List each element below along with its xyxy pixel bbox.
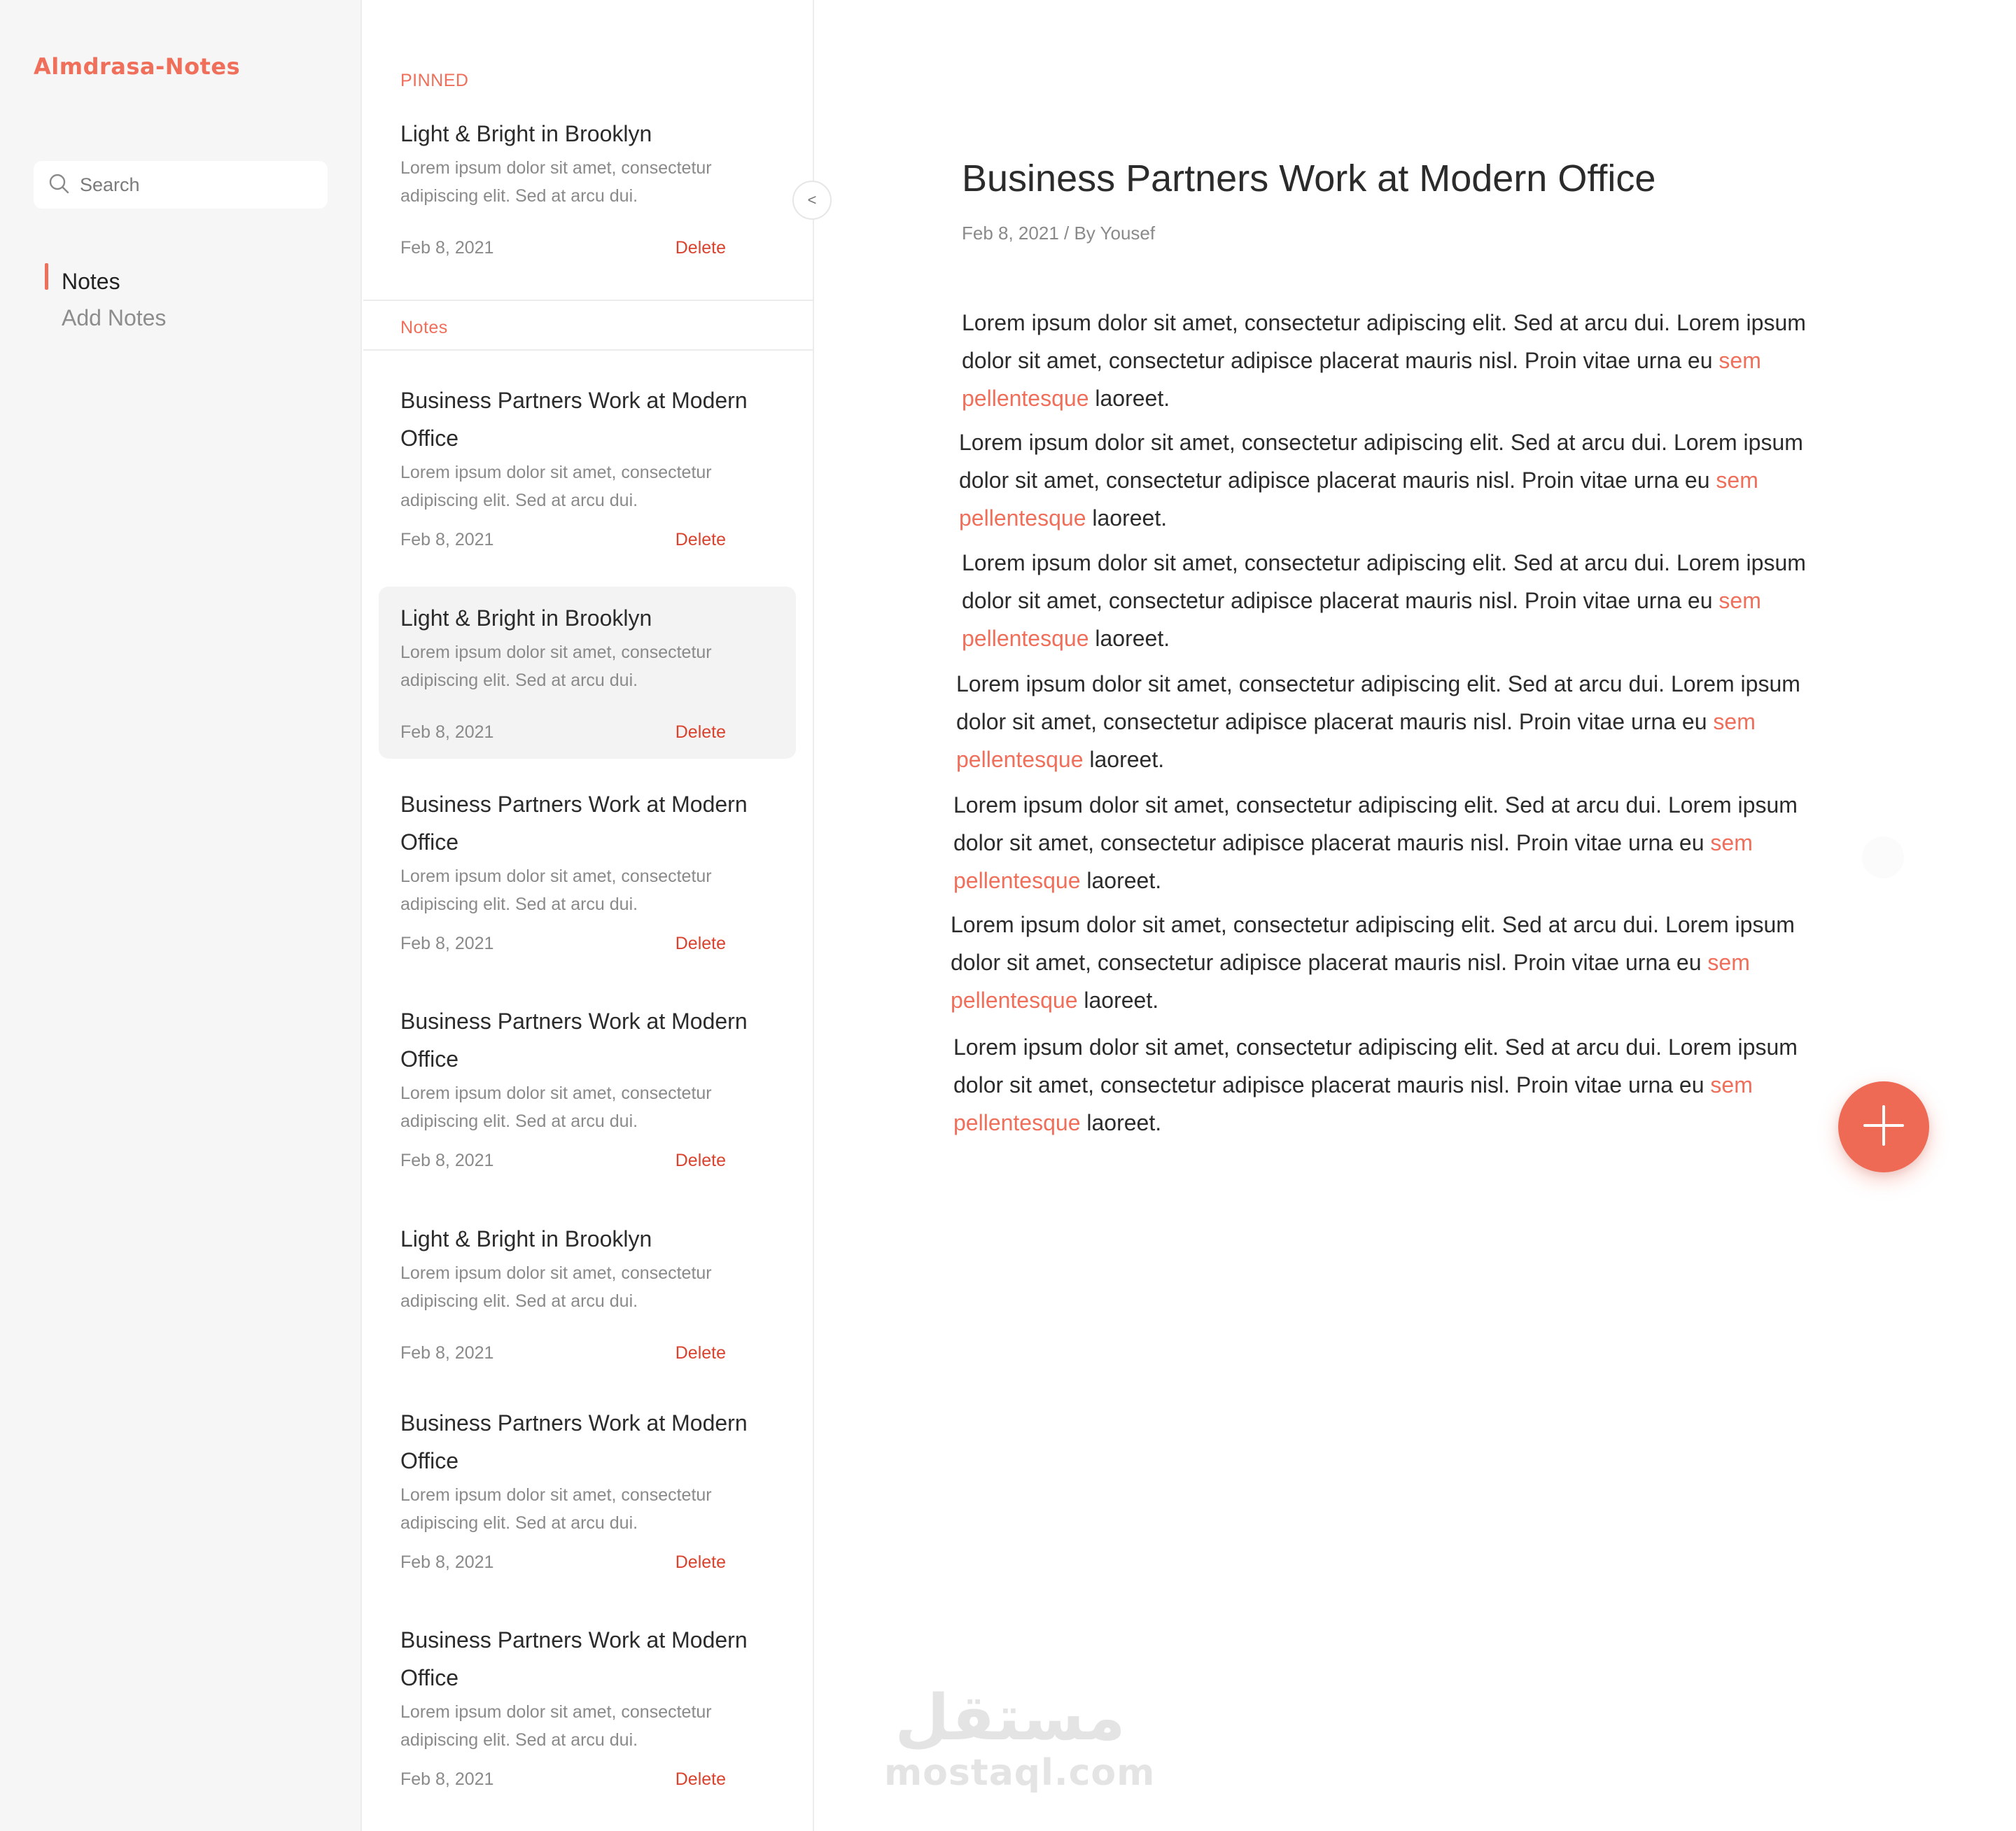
search-box[interactable] bbox=[34, 161, 328, 209]
highlight-link[interactable]: sem pellentesque bbox=[962, 588, 1761, 651]
article-title: Business Partners Work at Modern Office bbox=[962, 157, 1656, 199]
sidebar bbox=[0, 0, 362, 1831]
delete-button[interactable]: Delete bbox=[675, 1151, 726, 1170]
note-excerpt: Lorem ipsum dolor sit amet, consectetur adipiscing elit. Sed at arcu dui. bbox=[400, 1263, 712, 1311]
article-paragraph: Lorem ipsum dolor sit amet, consectetur adipiscing elit. Sed at arcu dui. Lorem ipsum dolor sit amet, consectetur adipisce placerat mauris nisl. Proin vitae urna eu sem pellentesque laoreet. bbox=[962, 310, 1806, 411]
watermark bbox=[884, 1681, 1156, 1794]
highlight-link[interactable]: sem pellentesque bbox=[956, 709, 1756, 772]
notes-list-panel bbox=[363, 0, 814, 1831]
note-excerpt: Lorem ipsum dolor sit amet, consectetur adipiscing elit. Sed at arcu dui. bbox=[400, 1702, 712, 1750]
note-excerpt: Lorem ipsum dolor sit amet, consectetur adipiscing elit. Sed at arcu dui. bbox=[400, 867, 712, 914]
divider bbox=[363, 349, 813, 351]
note-excerpt: Lorem ipsum dolor sit amet, consectetur adipiscing elit. Sed at arcu dui. bbox=[400, 1083, 712, 1131]
note-card[interactable] bbox=[379, 1002, 796, 1184]
delete-button[interactable]: Delete bbox=[675, 934, 726, 953]
note-date: Feb 8, 2021 bbox=[400, 1769, 494, 1789]
article-paragraph: Lorem ipsum dolor sit amet, consectetur adipiscing elit. Sed at arcu dui. Lorem ipsum dolor sit amet, consectetur adipisce placerat mauris nisl. Proin vitae urna eu sem pellentesque laoreet. bbox=[951, 912, 1795, 1013]
note-title: Business Partners Work at Modern Office bbox=[400, 1009, 748, 1072]
sidebar-nav bbox=[45, 263, 166, 336]
note-title: Business Partners Work at Modern Office bbox=[400, 1627, 748, 1690]
note-date: Feb 8, 2021 bbox=[400, 530, 494, 549]
delete-button[interactable]: Delete bbox=[675, 238, 726, 258]
note-title: Business Partners Work at Modern Office bbox=[400, 388, 748, 451]
note-title: Light & Bright in Brooklyn bbox=[400, 121, 652, 146]
chevron-left-icon: < bbox=[807, 191, 817, 209]
article-paragraph: Lorem ipsum dolor sit amet, consectetur adipiscing elit. Sed at arcu dui. Lorem ipsum dolor sit amet, consectetur adipisce placerat mauris nisl. Proin vitae urna eu sem pellentesque laoreet. bbox=[953, 1034, 1798, 1135]
note-excerpt: Lorem ipsum dolor sit amet, consectetur adipiscing elit. Sed at arcu dui. bbox=[400, 1485, 712, 1533]
note-excerpt: Lorem ipsum dolor sit amet, consectetur adipiscing elit. Sed at arcu dui. bbox=[400, 643, 712, 690]
watermark-latin: mostaql.com bbox=[884, 1752, 1156, 1794]
pinned-note-card[interactable] bbox=[379, 115, 796, 283]
article-paragraph: Lorem ipsum dolor sit amet, consectetur adipiscing elit. Sed at arcu dui. Lorem ipsum dolor sit amet, consectetur adipisce placerat mauris nisl. Proin vitae urna eu sem pellentesque laoreet. bbox=[959, 430, 1803, 531]
note-date: Feb 8, 2021 bbox=[400, 1151, 494, 1170]
add-note-button[interactable] bbox=[1838, 1081, 1929, 1172]
highlight-link[interactable]: sem pellentesque bbox=[959, 468, 1758, 531]
divider bbox=[363, 300, 813, 301]
nav-item-notes[interactable]: Notes bbox=[45, 263, 166, 300]
note-date: Feb 8, 2021 bbox=[400, 934, 494, 953]
search-input[interactable] bbox=[80, 174, 318, 196]
highlight-link[interactable]: sem pellentesque bbox=[953, 1072, 1753, 1135]
article-meta: Feb 8, 2021 / By Yousef bbox=[962, 223, 1156, 244]
delete-button[interactable]: Delete bbox=[675, 530, 726, 549]
note-excerpt: Lorem ipsum dolor sit amet, consectetur adipiscing elit. Sed at arcu dui. bbox=[400, 158, 712, 206]
highlight-link[interactable]: sem pellentesque bbox=[953, 830, 1753, 893]
highlight-link[interactable]: sem pellentesque bbox=[962, 348, 1761, 411]
note-date: Feb 8, 2021 bbox=[400, 238, 494, 258]
faint-circle-decoration bbox=[1862, 836, 1904, 878]
plus-icon bbox=[1859, 1101, 1908, 1153]
app-logo: Almdrasa-Notes bbox=[34, 53, 241, 80]
nav-item-add-notes[interactable]: Add Notes bbox=[62, 305, 167, 330]
highlight-link[interactable]: sem pellentesque bbox=[951, 950, 1750, 1013]
note-title: Light & Bright in Brooklyn bbox=[400, 1226, 652, 1251]
note-card[interactable] bbox=[379, 1220, 796, 1381]
note-detail bbox=[816, 0, 2016, 1831]
article-paragraph: Lorem ipsum dolor sit amet, consectetur adipiscing elit. Sed at arcu dui. Lorem ipsum dolor sit amet, consectetur adipisce placerat mauris nisl. Proin vitae urna eu sem pellentesque laoreet. bbox=[956, 671, 1800, 772]
note-card-selected[interactable] bbox=[379, 587, 796, 759]
note-card[interactable] bbox=[379, 381, 796, 563]
delete-button[interactable]: Delete bbox=[675, 1552, 726, 1572]
note-date: Feb 8, 2021 bbox=[400, 1343, 494, 1363]
note-excerpt: Lorem ipsum dolor sit amet, consectetur adipiscing elit. Sed at arcu dui. bbox=[400, 463, 712, 510]
notes-section-label: Notes bbox=[400, 318, 448, 337]
note-date: Feb 8, 2021 bbox=[400, 722, 494, 742]
article-paragraph: Lorem ipsum dolor sit amet, consectetur adipiscing elit. Sed at arcu dui. Lorem ipsum dolor sit amet, consectetur adipisce placerat mauris nisl. Proin vitae urna eu sem pellentesque laoreet. bbox=[962, 550, 1806, 651]
note-card[interactable] bbox=[379, 1404, 796, 1586]
note-date: Feb 8, 2021 bbox=[400, 1552, 494, 1572]
delete-button[interactable]: Delete bbox=[675, 1769, 726, 1789]
search-icon bbox=[48, 172, 70, 198]
article-paragraph: Lorem ipsum dolor sit amet, consectetur adipiscing elit. Sed at arcu dui. Lorem ipsum dolor sit amet, consectetur adipisce placerat mauris nisl. Proin vitae urna eu sem pellentesque laoreet. bbox=[953, 792, 1798, 893]
collapse-list-button[interactable] bbox=[792, 181, 832, 220]
delete-button[interactable]: Delete bbox=[675, 722, 726, 742]
pinned-section-label: PINNED bbox=[400, 71, 469, 90]
note-title: Business Partners Work at Modern Office bbox=[400, 1410, 748, 1473]
note-card[interactable] bbox=[379, 1621, 796, 1803]
note-title: Light & Bright in Brooklyn bbox=[400, 605, 652, 631]
delete-button[interactable]: Delete bbox=[675, 1343, 726, 1363]
note-card[interactable] bbox=[379, 785, 796, 967]
watermark-arabic: مستقل bbox=[895, 1681, 1126, 1755]
note-title: Business Partners Work at Modern Office bbox=[400, 792, 748, 855]
